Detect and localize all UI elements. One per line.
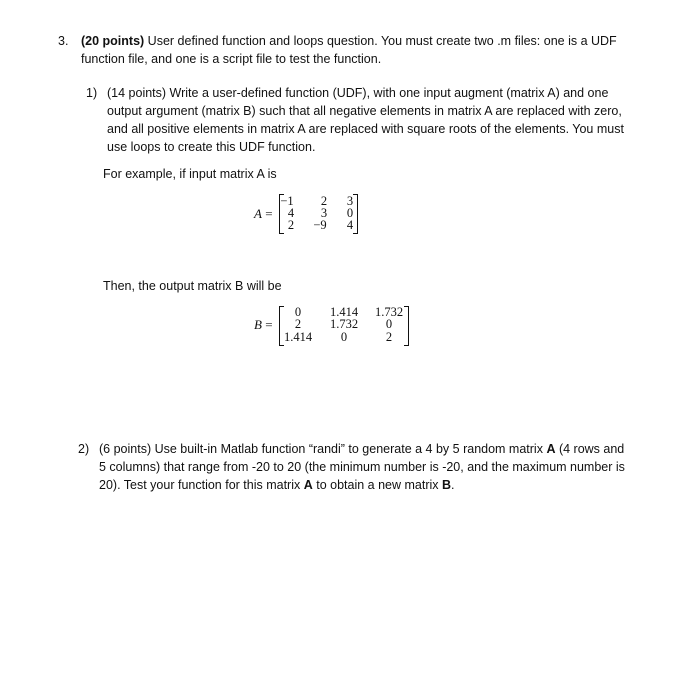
matrix-b-cell: 2 xyxy=(294,317,302,331)
matrix-a-cell: 4 xyxy=(287,206,295,220)
part2-line-1-end: (4 rows and xyxy=(555,442,625,456)
problem-number: 3. xyxy=(58,34,69,48)
part2-line-2: 5 columns) that range from -20 to 20 (the minimum number is -20, and the maximum number is xyxy=(99,460,625,474)
part1-number: 1) xyxy=(86,86,98,100)
part2-line-3-start: 20). Test your function for this matrix xyxy=(99,478,304,492)
matrix-b-cell: 0 xyxy=(385,317,393,331)
matrix-a-cell: −9 xyxy=(313,218,327,232)
problem-points: (20 points) xyxy=(81,34,145,48)
matrix-a-cell: 2 xyxy=(320,194,328,208)
part1-line-2: output argument (matrix B) such that all negative elements in matrix A are replaced with zero, xyxy=(107,104,622,118)
part2-line-3-mid: to obtain a new matrix xyxy=(312,478,442,492)
matrix-a-cell: 3 xyxy=(320,206,328,220)
part2-line-1-text: (6 points) Use built-in Matlab function “randi” to generate a 4 by 5 random matrix xyxy=(99,442,547,456)
matrix-a-cell: 0 xyxy=(346,206,354,220)
matrix-a-cell: −1 xyxy=(280,194,294,208)
part2-line-3 xyxy=(99,476,455,494)
matrix-a-cell: 3 xyxy=(346,194,354,208)
matrix-a-cell: 4 xyxy=(346,218,354,232)
part1-line-4: use loops to create this UDF function. xyxy=(107,140,316,154)
matrix-b-cell: 0 xyxy=(294,305,302,319)
matrix-a-label: A = xyxy=(254,206,273,221)
example-intro: For example, if input matrix A is xyxy=(103,167,277,181)
part2-line-3-end: . xyxy=(451,478,455,492)
problem-line-1 xyxy=(81,32,617,50)
part2-matrix-a-ref-2: A xyxy=(303,478,313,492)
matrix-b-cell: 0 xyxy=(340,330,348,344)
then-text: Then, the output matrix B will be xyxy=(103,279,282,293)
matrix-b-label: B = xyxy=(254,317,273,332)
matrix-b-cell: 1.414 xyxy=(283,330,313,344)
part1-line-3: and all positive elements in matrix A are replaced with square roots of the elements. You must xyxy=(107,122,624,136)
problem-line-2: function file, and one is a script file to test the function. xyxy=(81,52,382,66)
part2-matrix-a-ref: A xyxy=(546,442,556,456)
matrix-b-cell: 1.732 xyxy=(329,317,359,331)
part2-line-1 xyxy=(99,440,624,458)
matrix-b-cell: 1.414 xyxy=(329,305,359,319)
matrix-a-cell: 2 xyxy=(287,218,295,232)
problem-line-1-text: User defined function and loops question. You must create two .m files: one is a UDF xyxy=(144,34,617,48)
part2-matrix-b-ref: B xyxy=(441,478,452,492)
part1-line-1: (14 points) Write a user-defined function (UDF), with one input augment (matrix A) and one xyxy=(107,86,609,100)
part2-number: 2) xyxy=(78,442,90,456)
matrix-b-cell: 1.732 xyxy=(374,305,404,319)
matrix-b-cell: 2 xyxy=(385,330,393,344)
